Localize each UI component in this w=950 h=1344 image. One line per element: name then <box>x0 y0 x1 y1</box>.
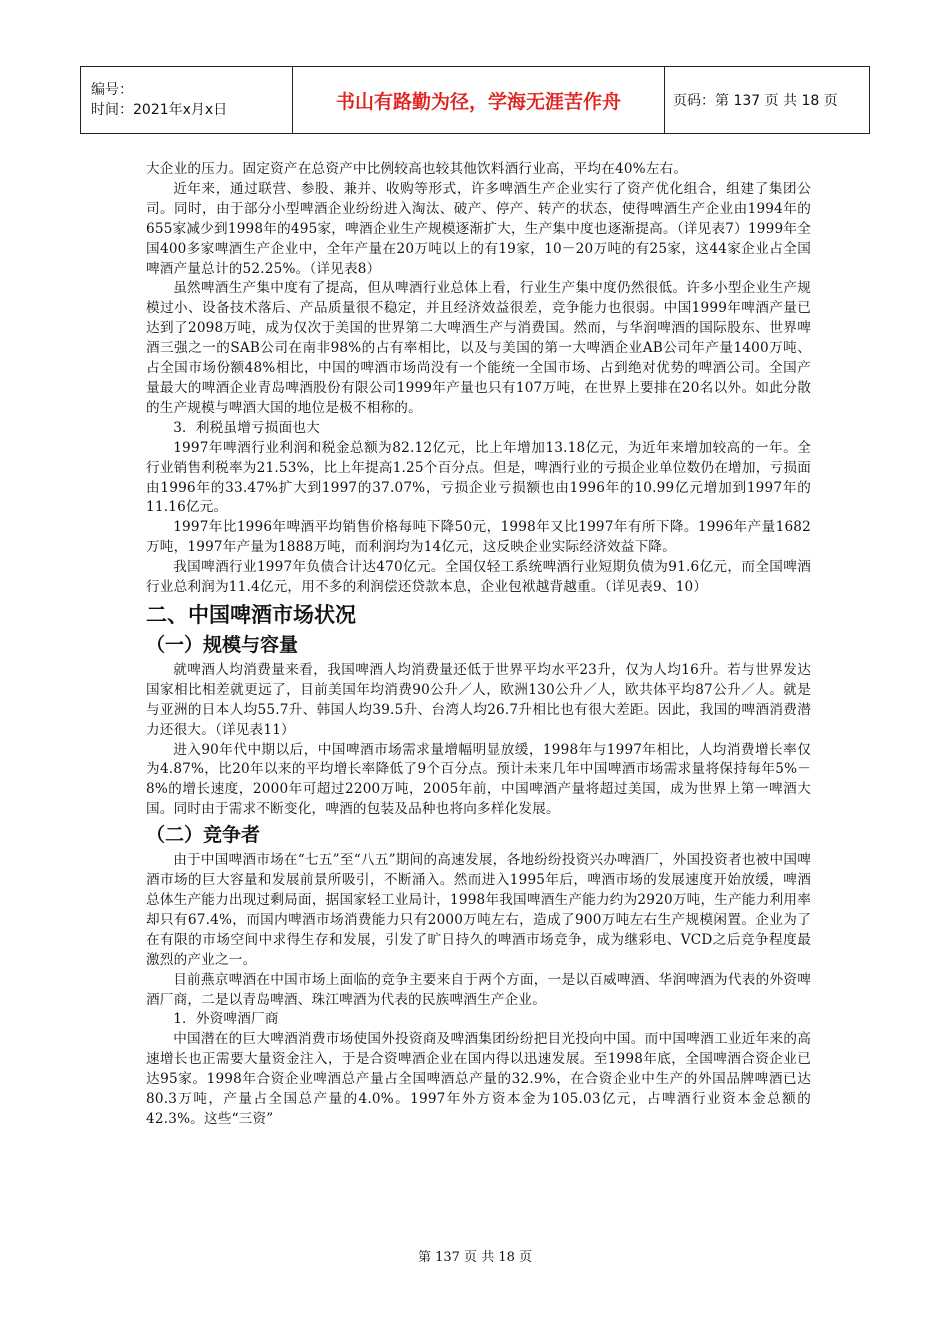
paragraph: 进入90年代中期以后，中国啤酒市场需求量增幅明显放缓，1998年与1997年相比，人均消费增长率仅为4.87%，比20年以来的平均增长率降低了9个百分点。预计未来几年中国啤酒市场需求量将保持每年5%－8%的增长速度，2000年可超过2200万吨，2005年前，中国啤酒产量将超过美国，成为世界上第一啤酒大国。同时由于需求不断变化，啤酒的包装及品种也将向多样化发展。 <box>146 741 811 818</box>
document-body <box>146 160 811 1130</box>
subsection-label: 1．外资啤酒厂商 <box>173 1011 279 1028</box>
header-left-cell <box>81 67 293 133</box>
page-header <box>80 66 870 134</box>
paragraph: 大企业的压力。固定资产在总资产中比例较高也较其他饮料酒行业高，平均在40%左右。 <box>146 161 688 177</box>
header-page-cell <box>665 67 869 133</box>
header-motto-cell <box>293 67 665 133</box>
page-footer: 第 137 页 共 18 页 <box>417 1250 533 1265</box>
section-heading: 二、中国啤酒市场状况 <box>146 602 356 627</box>
paragraph: 就啤酒人均消费量来看，我国啤酒人均消费量还低于世界平均水平23升，仅为人均16升。若与世界发达国家相比相差就更远了，目前美国年均消费90公升／人，欧洲130公升／人，欧共体平均87公升／人。就是与亚洲的日本人均55.7升、韩国人均39.5升、台湾人均26.7升相比也有很大差距。因此，我国的啤酒消费潜力还很大。（详见表11） <box>146 661 811 738</box>
paragraph: 我国啤酒行业1997年负债合计达470亿元。全国仅轻工系统啤酒行业短期负债为91.6亿元，而全国啤酒行业总利润为11.4亿元，用不多的利润偿还贷款本息，企业包袱越背越重。（详见表9、10） <box>146 559 811 596</box>
paragraph: 虽然啤酒生产集中度有了提高，但从啤酒行业总体上看，行业生产集中度仍然很低。许多小型企业生产规模过小、设备技术落后、产品质量很不稳定，并且经济效益很差，竞争能力也很弱。中国1999年啤酒产量已达到了2098万吨，成为仅次于美国的世界第二大啤酒生产与消费国。然而，与华润啤酒的国际股东、世界啤酒三强之一的SAB公司在南非98%的占有率相比，以及与美国的第一大啤酒企业AB公司年产量1400万吨、占全国市场份额48%相比，中国的啤酒市场尚没有一个能统一全国市场、占到绝对优势的啤酒公司。全国产量最大的啤酒企业青岛啤酒股份有限公司1999年产量也只有107万吨，在世界上要排在20名以外。如此分散的生产规模与啤酒大国的地位是极不相称的。 <box>146 280 811 416</box>
header-motto: 书山有路勤为径，学海无涯苦作舟 <box>335 90 621 113</box>
paragraph: 1997年啤酒行业利润和税金总额为82.12亿元，比上年增加13.18亿元，为近年来增加较高的一年。全行业销售利税率为21.53%，比上年提高1.25个百分点。但是，啤酒行业的亏损企业单位数仍在增加，亏损面由1996年的33.47%扩大到1997的37.07%，亏损企业亏损额也由1996年的10.99亿元增加到1997年的11.16亿元。 <box>146 439 811 516</box>
paragraph: 近年来，通过联营、参股、兼并、收购等形式，许多啤酒生产企业实行了资产优化组合，组建了集团公司。同时，由于部分小型啤酒企业纷纷进入淘汰、破产、停产、转产的状态，使得啤酒生产企业由1994年的655家减少到1998年的495家，啤酒企业生产规模逐渐扩大，生产集中度也逐渐提高。（详见表7）1999年全国400多家啤酒生产企业中，全年产量在20万吨以上的有19家，10－20万吨的有25家，这44家企业占全国啤酒产量总计的52.25%。（详见表8） <box>146 180 811 277</box>
paragraph: 中国潜在的巨大啤酒消费市场使国外投资商及啤酒集团纷纷把目光投向中国。而中国啤酒工业近年来的高速增长也正需要大量资金注入，于是合资啤酒企业在国内得以迅速发展。至1998年底，全国啤酒合资企业已达95家。1998年合资企业啤酒总产量占全国啤酒总产量的32.9%，在合资企业中生产的外国品牌啤酒已达80.3万吨，产量占全国总产量的4.0%。1997年外方资本金为105.03亿元，占啤酒行业资本金总额的42.3%。这些“三资” <box>146 1031 811 1127</box>
paragraph: 由于中国啤酒市场在“七五”至“八五”期间的高速发展，各地纷纷投资兴办啤酒厂，外国投资者也被中国啤酒市场的巨大容量和发展前景所吸引，不断涌入。然而进入1995年后，啤酒市场的发展速度开始放缓，啤酒总体生产能力出现过剩局面，据国家轻工业局计，1998年我国啤酒生产能力约为2920万吨，生产能力利用率却只有67.4%，而国内啤酒市场消费能力只有2000万吨左右，造成了900万吨左右生产规模闲置。企业为了在有限的市场空间中求得生存和发展，引发了旷日持久的啤酒市场竞争，成为继彩电、VCD之后竞争程度最激烈的产业之一。 <box>146 852 811 968</box>
document-time-label: 时间：2021年x月x日 <box>91 102 228 118</box>
document-number-label: 编号： <box>91 82 133 98</box>
subsection-heading: （二）竞争者 <box>146 824 261 847</box>
header-page-info: 页码：第 137 页 共 18 页 <box>673 93 838 109</box>
subsection-label: 3．利税虽增亏损面也大 <box>173 419 320 436</box>
paragraph: 目前燕京啤酒在中国市场上面临的竞争主要来自于两个方面，一是以百威啤酒、华润啤酒为代表的外资啤酒厂商，二是以青岛啤酒、珠江啤酒为代表的民族啤酒生产企业。 <box>146 971 811 1008</box>
subsection-heading: （一）规模与容量 <box>146 633 299 656</box>
paragraph: 1997年比1996年啤酒平均销售价格每吨下降50元，1998年又比1997年有所下降。1996年产量1682万吨，1997年产量为1888万吨，而利润均为14亿元，这反映企业实际经济效益下降。 <box>146 519 811 556</box>
